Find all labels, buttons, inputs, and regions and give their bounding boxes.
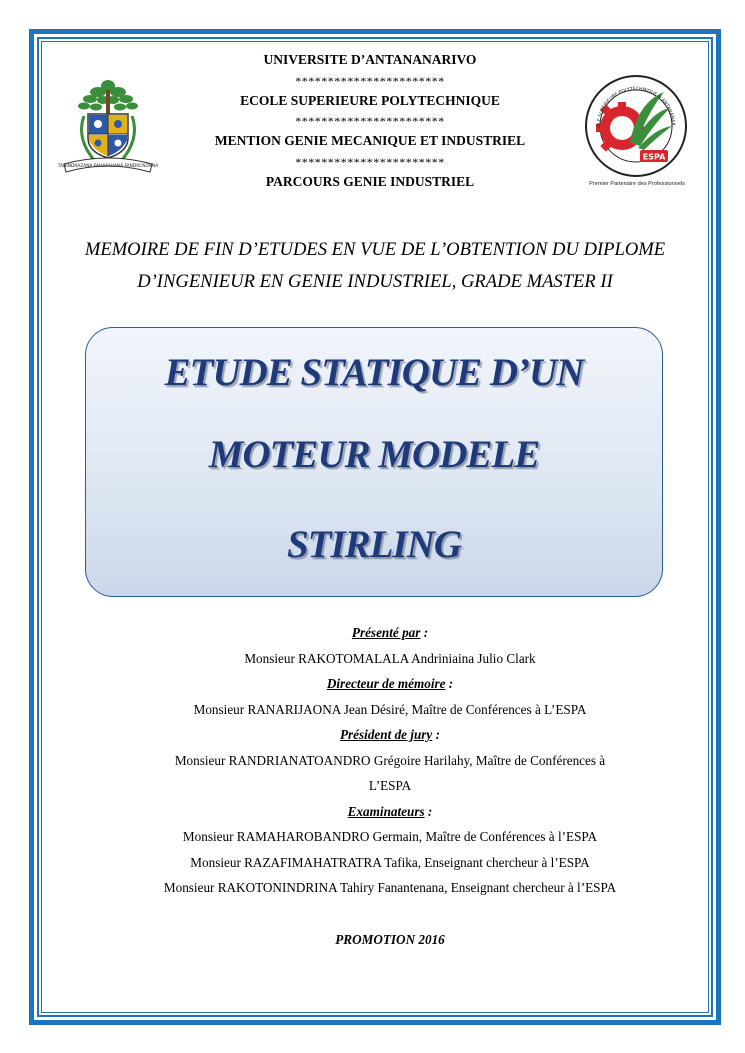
examiner-name: Monsieur RAKOTONINDRINA Tahiry Fanantenana, Enseignant chercheur à l’ESPA — [163, 880, 617, 895]
president-name: Monsieur RANDRIANATOANDRO Grégoire Harilahy, Maître de Conférences à — [174, 752, 606, 768]
presented-by-name: Monsieur RAKOTOMALALA Andriniaina Julio Clark — [244, 650, 536, 666]
parcours-name: PARCOURS GENIE INDUSTRIEL — [265, 173, 475, 189]
title-line-3: STIRLING — [286, 523, 462, 566]
director-name: Monsieur RANARIJAONA Jean Désiré, Maître de Conférences à L’ESPA — [193, 701, 587, 717]
espa-badge-text: ESPA — [642, 152, 666, 162]
subtitle-line-2: D’INGENIEUR EN GENIE INDUSTRIEL, GRADE MASTER II — [137, 271, 613, 292]
examiner-name: Monsieur RAZAFIMAHATRATRA Tafika, Enseignant chercheur à l’ESPA — [190, 854, 590, 870]
institution-header — [170, 50, 570, 192]
credits-section — [90, 620, 690, 901]
espa-logo-caption: Premier Partenaire des Professionnels — [589, 181, 685, 187]
university-seal-logo — [58, 72, 158, 190]
mention-name: MENTION GENIE MECANIQUE ET INDUSTRIEL — [214, 133, 526, 148]
examiner-name: Monsieur RAMAHAROBANDRO Germain, Maître de Conférences à l’ESPA — [182, 829, 598, 844]
title-line-1: ETUDE STATIQUE D’UN — [164, 351, 584, 394]
president-label: Président de jury : — [339, 727, 440, 742]
separator-stars: *********************** — [295, 73, 445, 88]
espa-logo — [578, 72, 694, 190]
school-name: ECOLE SUPERIEURE POLYTECHNIQUE — [240, 92, 500, 108]
thesis-title-box — [85, 327, 663, 597]
director-label: Directeur de mémoire : — [326, 676, 454, 691]
presented-by-label: Présenté par : — [351, 625, 429, 640]
title-line-2: MOTEUR MODELE — [208, 433, 540, 476]
examiners-label: Examinateurs : — [347, 803, 433, 819]
subtitle-line-1: MEMOIRE DE FIN D’ETUDES EN VUE DE L’OBTENTION DU DIPLOME — [84, 239, 666, 260]
espa-ring-text: OLE SUPERIEURE POLYTECHNIQUE D’ANTANANAR — [596, 86, 676, 128]
university-name: UNIVERSITE D’ANTANANARIVO — [263, 52, 477, 67]
president-name-continued: L’ESPA — [368, 778, 412, 793]
seal-motto: TANINDRAZANA FAHAFAHANA FANDROSOANA — [58, 164, 158, 169]
separator-stars: *********************** — [295, 114, 445, 128]
thesis-subtitle — [50, 234, 700, 298]
promotion-year: PROMOTION 2016 — [335, 932, 445, 947]
separator-stars: *********************** — [295, 154, 445, 169]
